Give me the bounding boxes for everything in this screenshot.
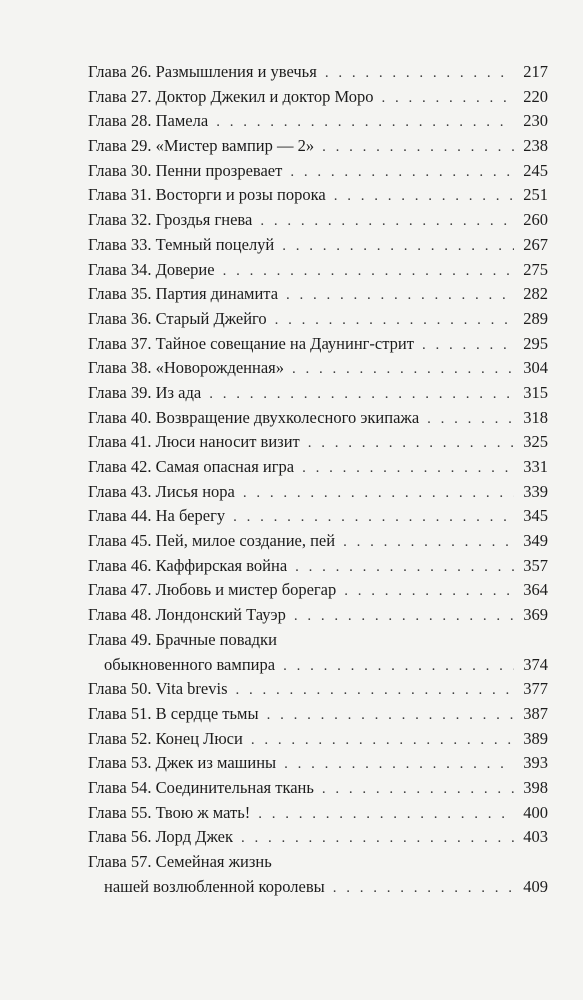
- page-number: 238: [523, 136, 548, 156]
- toc-entry-line: [88, 159, 548, 184]
- toc-entry-line: [88, 801, 548, 826]
- toc-entry-line: [88, 455, 548, 480]
- toc-entry: [88, 332, 548, 357]
- toc-entry-line: [88, 776, 548, 801]
- dot-leader: [223, 259, 514, 284]
- page-number: 387: [523, 703, 548, 723]
- page-number: 289: [523, 308, 548, 328]
- chapter-title: Глава 57. Семейная жизнь: [88, 852, 272, 871]
- toc-entry: [88, 504, 548, 529]
- page-number: 325: [523, 432, 548, 452]
- page-number: 251: [523, 185, 548, 205]
- chapter-title: Глава 51. В сердце тьмы: [88, 703, 259, 723]
- page-number: 220: [523, 86, 548, 106]
- chapter-title: Глава 52. Конец Люси: [88, 728, 243, 748]
- toc-entry: [88, 480, 548, 505]
- dot-leader: [382, 86, 514, 111]
- dot-leader: [243, 481, 514, 506]
- toc-entry: [88, 850, 548, 899]
- page-number: 230: [523, 111, 548, 131]
- toc-entry: [88, 208, 548, 233]
- chapter-title: Глава 31. Восторги и розы порока: [88, 185, 326, 205]
- page-number: 409: [523, 876, 548, 896]
- dot-leader: [302, 456, 514, 481]
- page-number: 295: [523, 333, 548, 353]
- toc-entry-line: [88, 406, 548, 431]
- dot-leader: [216, 110, 514, 135]
- toc-entry-line: [88, 875, 548, 900]
- chapter-title: Глава 53. Джек из машины: [88, 753, 277, 773]
- page-number: 331: [523, 457, 548, 476]
- toc-entry: [88, 455, 548, 480]
- dot-leader: [233, 505, 514, 530]
- dot-leader: [344, 579, 514, 604]
- dot-leader: [290, 160, 514, 185]
- page-number: 389: [523, 728, 548, 748]
- toc-entry-line: [88, 850, 548, 875]
- page-number: 398: [523, 777, 548, 797]
- page-number: 282: [523, 284, 548, 304]
- dot-leader: [422, 333, 514, 358]
- chapter-title: Глава 47. Любовь и мистер борегар: [88, 580, 337, 600]
- toc-entry: [88, 85, 548, 110]
- toc-entry: [88, 825, 548, 850]
- chapter-title: Глава 46. Каффирская война: [88, 555, 288, 575]
- chapter-title: Глава 43. Лисья нора: [88, 481, 235, 501]
- dot-leader: [295, 555, 514, 580]
- chapter-title: обыкновенного вампира: [104, 654, 276, 674]
- dot-leader: [322, 135, 514, 160]
- page-number: 400: [523, 802, 548, 822]
- toc-entry: [88, 776, 548, 801]
- chapter-title: Глава 44. На берегу: [88, 506, 226, 526]
- toc-entry-line: [88, 109, 548, 134]
- dot-leader: [283, 654, 514, 679]
- chapter-title: Глава 49. Брачные повадки: [88, 629, 277, 649]
- toc-entry-line: [88, 825, 548, 850]
- toc-entry-line: [88, 480, 548, 505]
- toc-entry: [88, 381, 548, 406]
- dot-leader: [282, 234, 514, 259]
- toc-entry-line: [88, 702, 548, 727]
- dot-leader: [236, 678, 515, 703]
- dot-leader: [209, 382, 514, 407]
- toc-entry-line: [88, 381, 548, 406]
- chapter-title: Глава 48. Лондонский Тауэр: [88, 605, 286, 625]
- toc-entry: [88, 258, 548, 283]
- dot-leader: [260, 209, 514, 234]
- dot-leader: [275, 308, 514, 333]
- toc-entry-line: [88, 208, 548, 233]
- chapter-title: Глава 41. Люси наносит визит: [88, 432, 300, 452]
- toc-entry-line: [88, 578, 548, 603]
- toc-entry: [88, 578, 548, 603]
- page-number: 260: [523, 210, 548, 230]
- toc-entry: [88, 677, 548, 702]
- toc-entry-line: [88, 183, 548, 208]
- toc-entry-line: [88, 307, 548, 332]
- dot-leader: [286, 283, 514, 308]
- toc-entry: [88, 529, 548, 554]
- toc-entry: [88, 60, 548, 85]
- chapter-title: Глава 33. Темный поцелуй: [88, 234, 275, 254]
- toc-entry: [88, 159, 548, 184]
- toc-entry: [88, 233, 548, 258]
- page-number: 357: [523, 555, 548, 575]
- page-number: 275: [523, 259, 548, 279]
- page-number: 267: [523, 234, 548, 254]
- chapter-title: Глава 40. Возвращение двухколесного экипажа: [88, 407, 420, 427]
- toc-entry-line: [88, 554, 548, 579]
- toc-entry-line: [88, 677, 548, 702]
- dot-leader: [325, 61, 514, 86]
- page-number: 374: [523, 654, 548, 674]
- dot-leader: [333, 876, 514, 901]
- chapter-title: Глава 35. Партия динамита: [88, 284, 279, 304]
- toc-entry: [88, 282, 548, 307]
- table-of-contents: [88, 60, 548, 899]
- chapter-title: Глава 55. Твою ж мать!: [88, 802, 251, 822]
- page-number: 364: [523, 580, 548, 600]
- chapter-title: Глава 37. Тайное совещание на Даунинг-стрит: [88, 333, 414, 353]
- toc-entry-line: [88, 258, 548, 283]
- toc-entry: [88, 430, 548, 455]
- chapter-title: Глава 34. Доверие: [88, 259, 215, 279]
- dot-leader: [292, 357, 514, 382]
- toc-entry-line: [88, 332, 548, 357]
- page-number: 349: [523, 531, 548, 551]
- chapter-title: Глава 26. Размышления и увечья: [88, 62, 317, 81]
- toc-entry: [88, 109, 548, 134]
- toc-entry-line: [88, 430, 548, 455]
- chapter-title: Глава 29. «Мистер вампир — 2»: [88, 136, 315, 156]
- chapter-title: Глава 27. Доктор Джекил и доктор Моро: [88, 86, 374, 106]
- toc-entry-line: [88, 628, 548, 653]
- toc-entry-line: [88, 60, 548, 85]
- dot-leader: [284, 752, 514, 777]
- page-number: 377: [523, 679, 548, 699]
- page-number: 315: [523, 382, 548, 402]
- chapter-title: Глава 50. Vita brevis: [88, 679, 228, 699]
- chapter-title: Глава 39. Из ада: [88, 382, 202, 402]
- toc-entry: [88, 554, 548, 579]
- toc-entry-line: [88, 751, 548, 776]
- toc-entry-line: [88, 603, 548, 628]
- dot-leader: [251, 728, 514, 753]
- chapter-title: Глава 45. Пей, милое создание, пей: [88, 531, 336, 551]
- toc-entry: [88, 307, 548, 332]
- toc-entry-line: [88, 653, 548, 678]
- chapter-title: Глава 32. Гроздья гнева: [88, 210, 253, 230]
- toc-entry: [88, 183, 548, 208]
- toc-entry: [88, 751, 548, 776]
- toc-entry-line: [88, 134, 548, 159]
- toc-entry: [88, 134, 548, 159]
- toc-entry: [88, 702, 548, 727]
- toc-entry-line: [88, 85, 548, 110]
- toc-entry-line: [88, 356, 548, 381]
- dot-leader: [308, 431, 514, 456]
- chapter-title: Глава 38. «Новорожденная»: [88, 358, 285, 378]
- toc-entry: [88, 406, 548, 431]
- toc-entry: [88, 356, 548, 381]
- dot-leader: [334, 184, 514, 209]
- toc-entry: [88, 628, 548, 677]
- page-number: 393: [523, 753, 548, 773]
- dot-leader: [258, 802, 514, 827]
- dot-leader: [267, 703, 514, 728]
- page-number: 318: [523, 407, 548, 427]
- chapter-title: Глава 54. Соединительная ткань: [88, 777, 314, 797]
- page-number: 245: [523, 160, 548, 180]
- page-number: 403: [523, 827, 548, 847]
- toc-entry-line: [88, 727, 548, 752]
- chapter-title: Глава 30. Пенни прозревает: [88, 160, 283, 180]
- toc-entry-line: [88, 233, 548, 258]
- dot-leader: [427, 407, 514, 432]
- chapter-title: нашей возлюбленной королевы: [104, 876, 325, 896]
- page-number: 304: [523, 358, 548, 378]
- page-number: 339: [523, 481, 548, 501]
- chapter-title: Глава 56. Лорд Джек: [88, 827, 233, 847]
- dot-leader: [343, 530, 514, 555]
- chapter-title: Глава 36. Старый Джейго: [88, 308, 267, 328]
- toc-entry: [88, 603, 548, 628]
- chapter-title: Глава 28. Памела: [88, 111, 209, 131]
- chapter-title: Глава 42. Самая опасная игра: [88, 457, 295, 476]
- page-number: 369: [523, 605, 548, 625]
- toc-entry: [88, 801, 548, 826]
- toc-entry: [88, 727, 548, 752]
- dot-leader: [294, 604, 514, 629]
- page-number: 345: [523, 506, 548, 526]
- dot-leader: [322, 777, 514, 802]
- toc-entry-line: [88, 282, 548, 307]
- toc-entry-line: [88, 504, 548, 529]
- toc-entry-line: [88, 529, 548, 554]
- page-number: 217: [523, 62, 548, 81]
- dot-leader: [241, 826, 514, 851]
